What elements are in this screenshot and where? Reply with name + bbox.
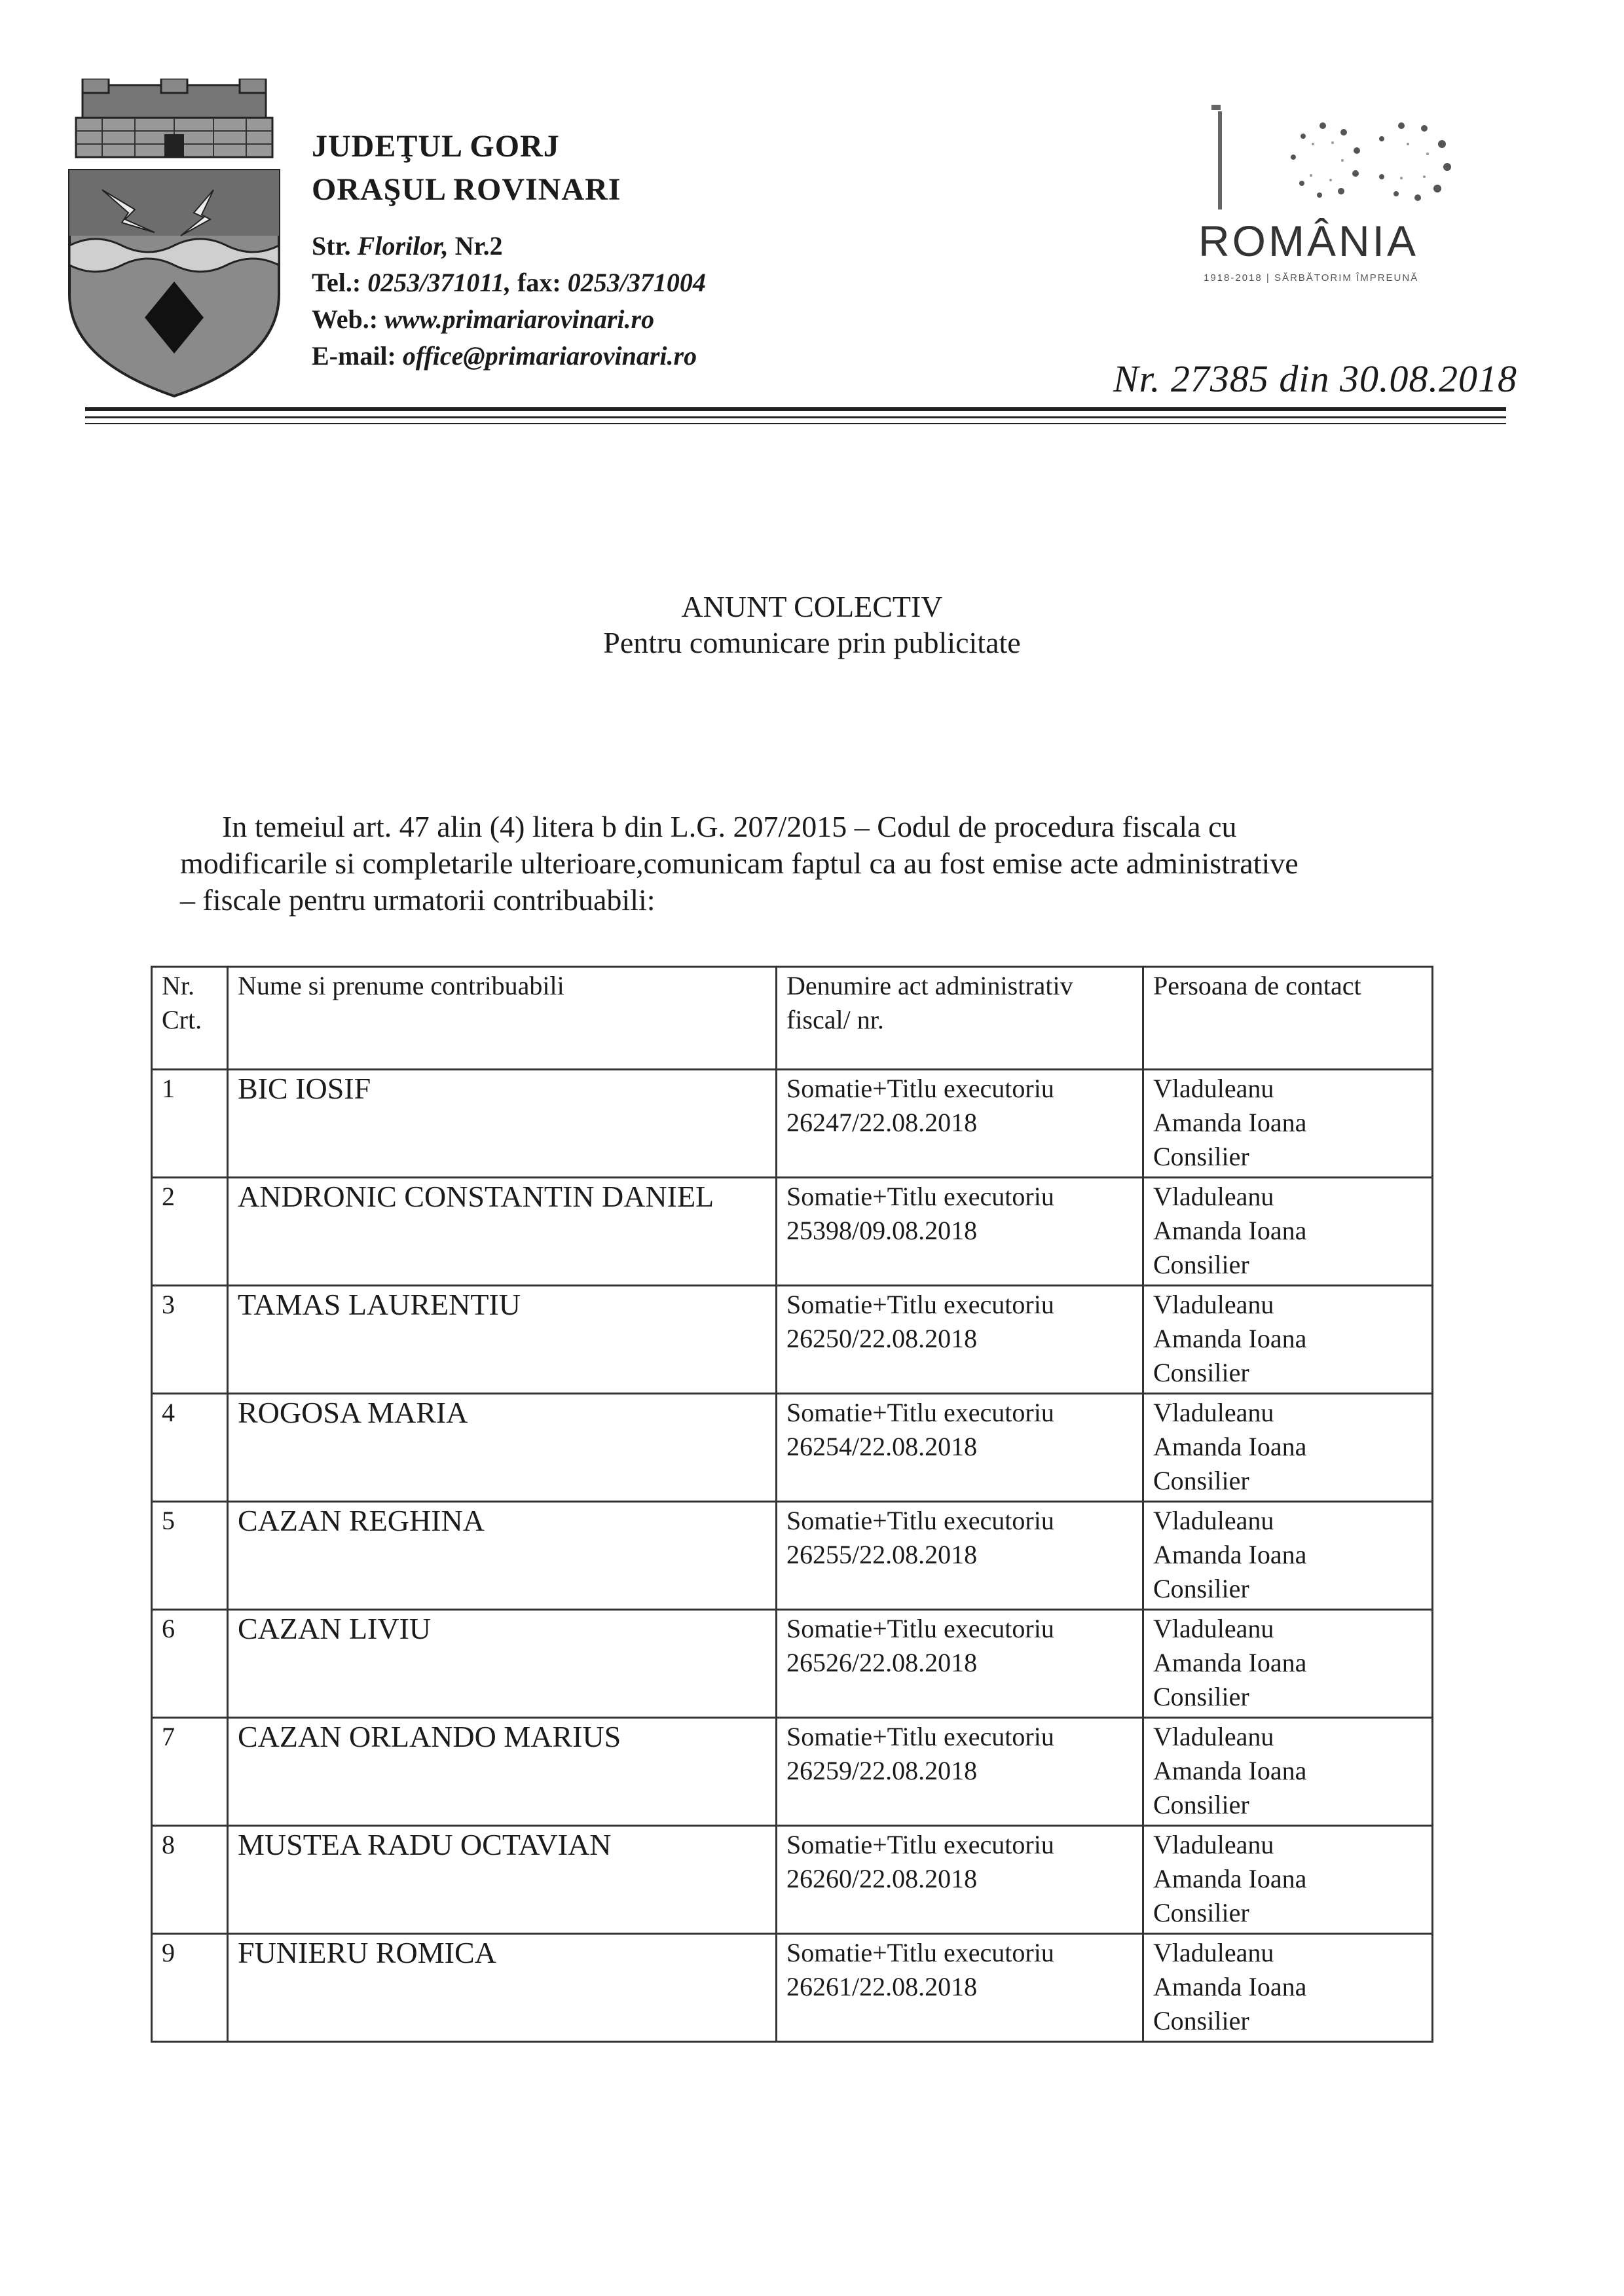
cell-act: Somatie+Titlu executoriu 26254/22.08.2018 bbox=[777, 1394, 1143, 1502]
cell-act: Somatie+Titlu executoriu 26247/22.08.2018 bbox=[777, 1070, 1143, 1178]
cell-contact: Vladuleanu Amanda Ioana Consilier bbox=[1143, 1070, 1433, 1178]
header-divider-thin bbox=[85, 416, 1506, 418]
cell-nr: 2 bbox=[152, 1178, 228, 1286]
cell-act: Somatie+Titlu executoriu 26250/22.08.2018 bbox=[777, 1286, 1143, 1394]
coat-of-arms-icon bbox=[63, 79, 286, 399]
cell-name: CAZAN LIVIU bbox=[228, 1610, 777, 1718]
intro-line-3: – fiscale pentru urmatorii contribuabili: bbox=[180, 883, 655, 917]
table-header-row bbox=[152, 967, 1433, 1070]
email-link[interactable]: office@primariarovinari.ro bbox=[402, 341, 697, 371]
website-link[interactable]: www.primariarovinari.ro bbox=[384, 304, 655, 334]
intro-line-2: modificarile si completarile ulterioare,comunicam faptul ca au fost emise acte administrative bbox=[180, 847, 1299, 880]
town-name: ORAŞUL ROVINARI bbox=[312, 172, 621, 207]
table-row bbox=[152, 1718, 1433, 1826]
cell-act: Somatie+Titlu executoriu 26259/22.08.2018 bbox=[777, 1718, 1143, 1826]
cell-name: CAZAN REGHINA bbox=[228, 1502, 777, 1610]
county-name: JUDEŢUL GORJ bbox=[312, 129, 560, 164]
page-title: ANUNT COLECTIV bbox=[681, 590, 943, 623]
page-subtitle: Pentru comunicare prin publicitate bbox=[603, 626, 1021, 659]
cell-name: MUSTEA RADU OCTAVIAN bbox=[228, 1826, 777, 1934]
cell-act: Somatie+Titlu executoriu 26261/22.08.2018 bbox=[777, 1934, 1143, 2042]
table-row bbox=[152, 1826, 1433, 1934]
cell-contact: Vladuleanu Amanda Ioana Consilier bbox=[1143, 1502, 1433, 1610]
cell-name: ROGOSA MARIA bbox=[228, 1394, 777, 1502]
intro-paragraph bbox=[180, 809, 1444, 919]
cell-nr: 8 bbox=[152, 1826, 228, 1934]
web-line: Web.: www.primariarovinari.ro bbox=[312, 304, 655, 334]
intro-line-1: In temeiul art. 47 alin (4) litera b din L.G. 207/2015 – Codul de procedura fiscala cu bbox=[222, 810, 1237, 843]
header-name: Nume si prenume contribuabili bbox=[228, 967, 777, 1070]
email-line: E-mail: office@primariarovinari.ro bbox=[312, 341, 697, 371]
table-row bbox=[152, 1394, 1433, 1502]
header-nr: Nr. Crt. bbox=[152, 967, 228, 1070]
cell-nr: 3 bbox=[152, 1286, 228, 1394]
header-act: Denumire act administrativ fiscal/ nr. bbox=[777, 967, 1143, 1070]
cell-nr: 9 bbox=[152, 1934, 228, 2042]
table-row bbox=[152, 1610, 1433, 1718]
cell-name: TAMAS LAURENTIU bbox=[228, 1286, 777, 1394]
cell-nr: 4 bbox=[152, 1394, 228, 1502]
header-divider-thin-2 bbox=[85, 423, 1506, 424]
table-row bbox=[152, 1286, 1433, 1394]
cell-contact: Vladuleanu Amanda Ioana Consilier bbox=[1143, 1718, 1433, 1826]
table-row bbox=[152, 1070, 1433, 1178]
cell-nr: 5 bbox=[152, 1502, 228, 1610]
taxpayers-table bbox=[151, 966, 1433, 2043]
header-contact: Persoana de contact bbox=[1143, 967, 1433, 1070]
cell-act: Somatie+Titlu executoriu 26260/22.08.2018 bbox=[777, 1826, 1143, 1934]
header-divider bbox=[85, 407, 1506, 411]
cell-contact: Vladuleanu Amanda Ioana Consilier bbox=[1143, 1826, 1433, 1934]
cell-name: BIC IOSIF bbox=[228, 1070, 777, 1178]
cell-name: FUNIERU ROMICA bbox=[228, 1934, 777, 2042]
table-row bbox=[152, 1178, 1433, 1286]
cell-contact: Vladuleanu Amanda Ioana Consilier bbox=[1143, 1394, 1433, 1502]
cell-nr: 7 bbox=[152, 1718, 228, 1826]
cell-contact: Vladuleanu Amanda Ioana Consilier bbox=[1143, 1934, 1433, 2042]
cell-nr: 1 bbox=[152, 1070, 228, 1178]
cell-name: ANDRONIC CONSTANTIN DANIEL bbox=[228, 1178, 777, 1286]
cell-contact: Vladuleanu Amanda Ioana Consilier bbox=[1143, 1178, 1433, 1286]
cell-act: Somatie+Titlu executoriu 26526/22.08.2018 bbox=[777, 1610, 1143, 1718]
document-number: Nr. 27385 din 30.08.2018 bbox=[1113, 357, 1517, 400]
cell-nr: 6 bbox=[152, 1610, 228, 1718]
cell-contact: Vladuleanu Amanda Ioana Consilier bbox=[1143, 1610, 1433, 1718]
romania-logo-tagline: 1918-2018 | SĂRBĂTORIM ÎMPREUNĂ bbox=[1204, 272, 1419, 283]
table-row bbox=[152, 1934, 1433, 2042]
romania-logo-word: ROMÂNIA bbox=[1198, 217, 1419, 265]
cell-act: Somatie+Titlu executoriu 25398/09.08.2018 bbox=[777, 1178, 1143, 1286]
address-line: Str. Florilor, Nr.2 bbox=[312, 231, 503, 261]
cell-name: CAZAN ORLANDO MARIUS bbox=[228, 1718, 777, 1826]
cell-act: Somatie+Titlu executoriu 26255/22.08.2018 bbox=[777, 1502, 1143, 1610]
cell-contact: Vladuleanu Amanda Ioana Consilier bbox=[1143, 1286, 1433, 1394]
table-row bbox=[152, 1502, 1433, 1610]
phone-fax-line: Tel.: 0253/371011, fax: 0253/371004 bbox=[312, 268, 706, 297]
